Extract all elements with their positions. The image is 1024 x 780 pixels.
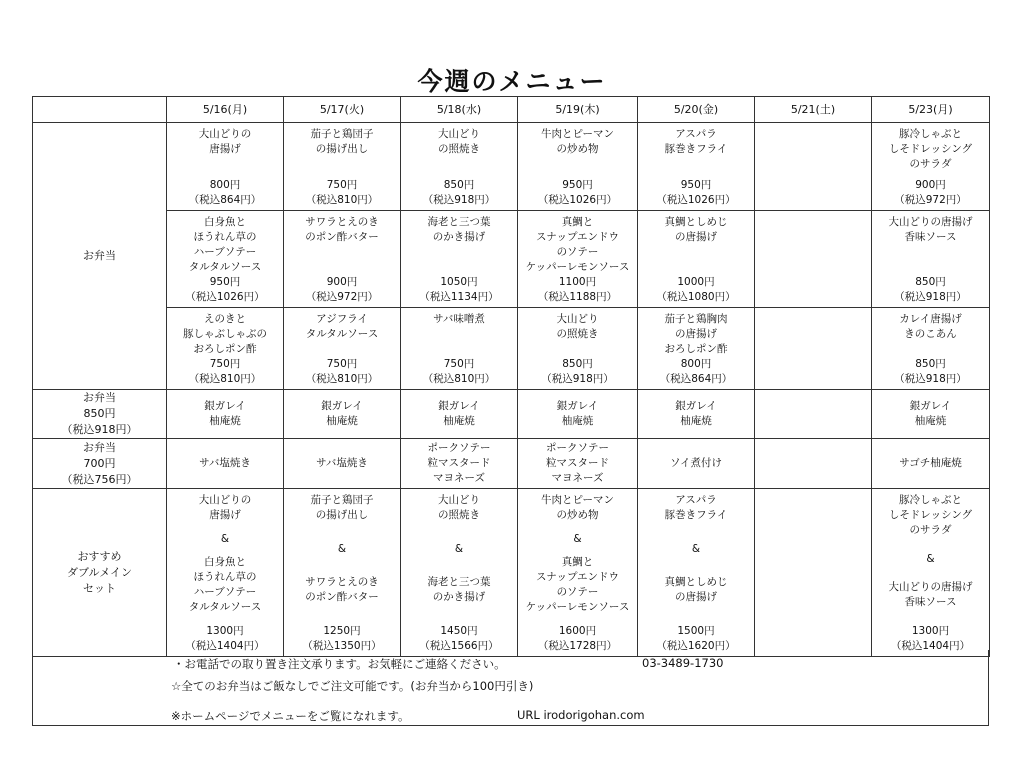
- menu-cell: [638, 308, 755, 390]
- price-with-tax: （税込810円）: [305, 373, 379, 385]
- ampersand: &: [454, 542, 464, 555]
- price: 1050円: [440, 276, 478, 288]
- dish-name: サワラとえのき のポン酢バター: [305, 216, 379, 243]
- day-header: 5/18(水): [401, 97, 518, 123]
- price-with-tax: （税込1566円）: [419, 639, 499, 652]
- ampersand: &: [691, 542, 701, 555]
- menu-cell: [638, 211, 755, 308]
- dish-name: ポークソテー 粒マスタード マヨネーズ: [427, 442, 491, 484]
- menu-cell: [638, 439, 755, 489]
- price-block: [306, 357, 379, 387]
- price-block: [423, 178, 496, 208]
- note-no-rice: ☆全てのお弁当はご飯なしでご注文可能です。(お弁当から100円引き): [171, 679, 534, 693]
- menu-cell: [518, 211, 638, 308]
- menu-cell: [284, 211, 401, 308]
- price-with-tax: （税込1188円）: [537, 291, 618, 303]
- price-with-tax: （税込1728円）: [537, 639, 618, 652]
- dish-name: サバ味噌煮: [433, 313, 485, 325]
- price-block: [660, 357, 733, 387]
- menu-cell: [401, 211, 518, 308]
- menu-cell: [755, 123, 872, 211]
- price: 850円: [443, 179, 475, 191]
- dish-name: 海老と三つ葉 のかき揚げ: [427, 216, 491, 243]
- dish-name: サバ塩焼き: [316, 457, 368, 469]
- price-with-tax: （税込1026円）: [185, 291, 265, 303]
- double-row: [33, 489, 990, 657]
- menu-cell: [872, 439, 990, 489]
- day-header: 5/20(金): [638, 97, 755, 123]
- menu-cell: [755, 308, 872, 390]
- dish-name: 牛肉とピーマン の炒め物: [540, 128, 615, 155]
- price-with-tax: （税込1350円）: [302, 639, 382, 652]
- day-header: 5/23(月): [872, 97, 990, 123]
- bento-row-1: [33, 123, 990, 211]
- dish-name: ポークソテー 粒マスタード マヨネーズ: [546, 442, 609, 484]
- dish-name: ソイ煮付け: [670, 457, 722, 469]
- price: 750円: [326, 358, 358, 370]
- row-label-set700: お弁当 700円 （税込756円）: [33, 439, 167, 489]
- price-with-tax: （税込1026円）: [537, 194, 618, 206]
- price-with-tax: （税込810円）: [305, 194, 379, 206]
- main-dish-2: 真鯛としめじ の唐揚げ: [664, 576, 728, 604]
- menu-cell: [167, 390, 284, 439]
- price-block: [538, 275, 617, 305]
- menu-cell: [518, 123, 638, 211]
- row-label-bento: お弁当: [33, 123, 167, 390]
- price-with-tax: （税込1404円）: [185, 639, 265, 652]
- price: 850円: [562, 358, 593, 370]
- price-block: [538, 178, 617, 208]
- dish-name: えのきと 豚しゃぶしゃぶの おろしポン酢: [183, 313, 267, 355]
- price: 950円: [562, 179, 593, 191]
- price: 1600円: [558, 624, 597, 637]
- price: 950円: [209, 276, 241, 288]
- dish-name: 白身魚と ほうれん草の ハーブソテー タルタルソース: [188, 216, 262, 273]
- price-with-tax: （税込864円）: [659, 373, 733, 385]
- bento-row-2: [33, 211, 990, 308]
- price-with-tax: （税込1620円）: [656, 639, 736, 652]
- menu-cell: [284, 390, 401, 439]
- main-dish-1: 牛肉とピーマン の炒め物: [540, 494, 615, 521]
- dish-name: 真鯛としめじ の唐揚げ: [664, 216, 728, 243]
- price: 750円: [326, 179, 358, 191]
- dish-name: 豚冷しゃぶと しそドレッシング のサラダ: [888, 128, 973, 170]
- day-header: 5/21(土): [755, 97, 872, 123]
- day-header: 5/16(月): [167, 97, 284, 123]
- menu-cell: [284, 489, 401, 657]
- price: 1000円: [677, 276, 715, 288]
- dish-name: カレイ唐揚げ きのこあん: [899, 313, 962, 340]
- menu-table: [32, 96, 990, 657]
- ampersand: &: [926, 552, 935, 565]
- dish-name: 銀ガレイ 柚庵焼: [909, 400, 952, 427]
- menu-cell: [872, 211, 990, 308]
- price-block: [894, 275, 967, 305]
- price: 850円: [915, 276, 946, 288]
- main-dish-1: アスパラ 豚巻きフライ: [664, 494, 728, 521]
- price-block: [656, 275, 735, 305]
- menu-cell: [755, 439, 872, 489]
- menu-cell: [167, 439, 284, 489]
- menu-cell: [872, 123, 990, 211]
- price-block: [189, 178, 262, 208]
- price: 950円: [680, 179, 712, 191]
- menu-cell: [284, 123, 401, 211]
- price-with-tax: （税込810円）: [422, 373, 496, 385]
- menu-cell: [518, 439, 638, 489]
- main-dish-1: 大山どり の照焼き: [438, 494, 480, 521]
- price-with-tax: （税込1134円）: [419, 291, 499, 303]
- price: 1250円: [323, 624, 361, 637]
- price-with-tax: （税込972円）: [894, 194, 967, 206]
- menu-cell: [755, 489, 872, 657]
- price: 1100円: [558, 276, 597, 288]
- dish-name: サゴチ柚庵焼: [899, 457, 962, 469]
- price-block: [306, 178, 379, 208]
- menu-cell: [167, 211, 284, 308]
- menu-cell: [401, 390, 518, 439]
- dish-name: 大山どり の照焼き: [438, 128, 480, 155]
- menu-cell: [518, 489, 638, 657]
- dish-name: 銀ガレイ 柚庵焼: [321, 400, 363, 427]
- menu-cell: [638, 123, 755, 211]
- price-block: [894, 178, 967, 208]
- price: 800円: [209, 179, 241, 191]
- menu-cell: [401, 489, 518, 657]
- price: 1450円: [440, 624, 478, 637]
- dish-name: 茄子と鶏胸肉 の唐揚げ おろしポン酢: [664, 313, 728, 355]
- price: 1300円: [206, 624, 244, 637]
- dish-name: 銀ガレイ 柚庵焼: [556, 400, 599, 427]
- price-block: [423, 357, 496, 387]
- price-block: [419, 275, 498, 305]
- ampersand: &: [573, 532, 582, 545]
- price-with-tax: （税込918円）: [894, 373, 967, 385]
- row-label-set850: お弁当 850円 （税込918円）: [33, 390, 167, 439]
- menu-cell: [872, 308, 990, 390]
- price-with-tax: （税込1404円）: [890, 639, 971, 652]
- menu-cell: [284, 439, 401, 489]
- menu-cell: [401, 123, 518, 211]
- price: 800円: [680, 358, 712, 370]
- price: 750円: [443, 358, 475, 370]
- phone-number: 03-3489-1730: [642, 656, 724, 670]
- main-dish-1: 大山どりの 唐揚げ: [198, 494, 252, 521]
- price-with-tax: （税込918円）: [541, 373, 614, 385]
- menu-cell: [872, 390, 990, 439]
- page-title: 今週のメニュー: [417, 67, 607, 96]
- price: 1300円: [911, 624, 950, 637]
- notes-box: [32, 650, 989, 726]
- price-block: [189, 357, 262, 387]
- menu-cell: [755, 211, 872, 308]
- ampersand: &: [220, 532, 230, 545]
- menu-cell: [872, 489, 990, 657]
- note-reservation: ・お電話での取り置き注文承ります。お気軽にご連絡ください。: [173, 657, 506, 671]
- price-with-tax: （税込1080円）: [656, 291, 736, 303]
- main-dish-2: 白身魚と ほうれん草の ハーブソテー タルタルソース: [188, 556, 262, 614]
- menu-cell: [401, 308, 518, 390]
- day-header: 5/17(火): [284, 97, 401, 123]
- dish-name: 大山どりの 唐揚げ: [198, 128, 252, 155]
- menu-cell: [401, 439, 518, 489]
- price-block: [541, 357, 614, 387]
- menu-cell: [638, 489, 755, 657]
- set850-row: [33, 390, 990, 439]
- site-url: URL irodorigohan.com: [517, 708, 645, 722]
- day-header: 5/19(木): [518, 97, 638, 123]
- price-with-tax: （税込918円）: [894, 291, 967, 303]
- row-label-double: おすすめ ダブルメイン セット: [33, 489, 167, 657]
- price-block: [185, 275, 264, 305]
- dish-name: サバ塩焼き: [199, 457, 251, 469]
- dish-name: アジフライ タルタルソース: [305, 313, 379, 340]
- dish-name: 大山どり の照焼き: [556, 313, 599, 340]
- price: 1500円: [677, 624, 715, 637]
- header-row: [33, 97, 990, 123]
- menu-cell: [518, 390, 638, 439]
- price-with-tax: （税込810円）: [188, 373, 262, 385]
- dish-name: 真鯛と スナップエンドウ のソテー ケッパーレモンソース: [525, 216, 630, 273]
- dish-name: 銀ガレイ 柚庵焼: [204, 400, 246, 427]
- menu-cell: [755, 390, 872, 439]
- bento-row-3: [33, 308, 990, 390]
- corner-cell: [33, 97, 167, 123]
- ampersand: &: [337, 542, 347, 555]
- main-dish-1: 茄子と鶏団子 の揚げ出し: [310, 494, 374, 521]
- price: 900円: [326, 276, 358, 288]
- dish-name: アスパラ 豚巻きフライ: [664, 128, 728, 155]
- menu-cell: [518, 308, 638, 390]
- main-dish-2: 真鯛と スナップエンドウ のソテー ケッパーレモンソース: [525, 556, 630, 614]
- main-dish-2: 海老と三つ葉 のかき揚げ: [427, 576, 491, 604]
- main-dish-2: サワラとえのき のポン酢バター: [305, 576, 379, 604]
- menu-cell: [167, 308, 284, 390]
- price-block: [306, 275, 379, 305]
- price-with-tax: （税込918円）: [422, 194, 496, 206]
- price: 850円: [915, 358, 946, 370]
- price-with-tax: （税込864円）: [188, 194, 262, 206]
- price-block: [656, 178, 735, 208]
- price-with-tax: （税込972円）: [305, 291, 379, 303]
- menu-cell: [284, 308, 401, 390]
- set700-row: [33, 439, 990, 489]
- dish-name: 銀ガレイ 柚庵焼: [438, 400, 480, 427]
- price-with-tax: （税込1026円）: [656, 194, 736, 206]
- price: 750円: [209, 358, 241, 370]
- note-homepage: ※ホームページでメニューをご覧になれます。: [171, 709, 410, 723]
- menu-cell: [638, 390, 755, 439]
- dish-name: 銀ガレイ 柚庵焼: [675, 400, 717, 427]
- dish-name: 大山どりの唐揚げ 香味ソース: [888, 216, 973, 243]
- dish-name: 茄子と鶏団子 の揚げ出し: [310, 128, 374, 155]
- menu-cell: [167, 123, 284, 211]
- main-dish-2: 大山どりの唐揚げ 香味ソース: [888, 581, 973, 609]
- menu-cell: [167, 489, 284, 657]
- main-dish-1: 豚冷しゃぶと しそドレッシング のサラダ: [888, 494, 973, 536]
- price: 900円: [915, 179, 946, 191]
- price-block: [894, 357, 967, 387]
